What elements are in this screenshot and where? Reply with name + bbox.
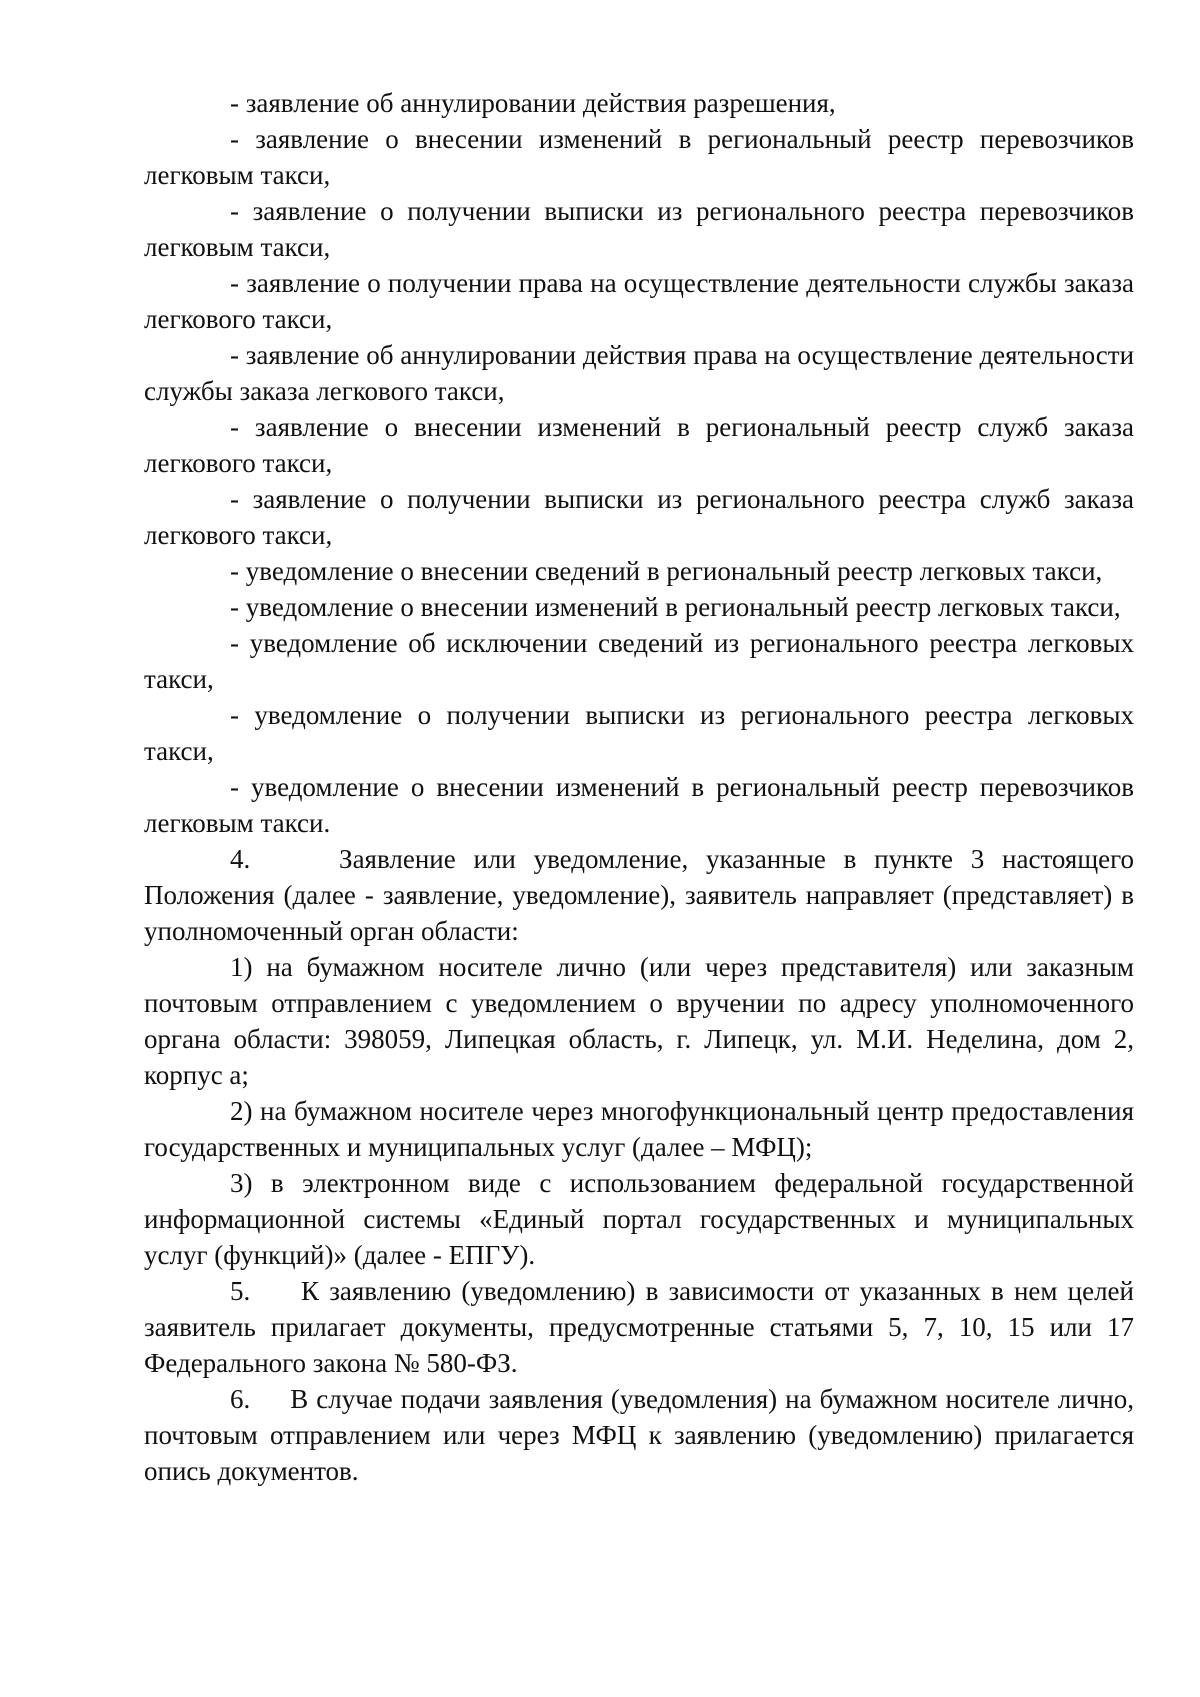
- list-item: - уведомление о получении выписки из регионального реестра легковых такси,: [144, 700, 1134, 766]
- list-item: - уведомление о внесении изменений в региональный реестр легковых такси,: [230, 592, 1121, 622]
- paragraph-5: 5. К заявлению (уведомлению) в зависимости от указанных в нем целей заявитель прилагает документы, предусмотренные статьями 5, 7, 10, 15 или 17 Федерального закона № 580-ФЗ.: [144, 1276, 1134, 1378]
- paragraph-4-subitem-3: 3) в электронном виде с использованием федеральной государственной информационной системы «Единый портал государственных и муниципальных услуг (функций)» (далее - ЕПГУ).: [144, 1168, 1134, 1270]
- list-item: - уведомление о внесении сведений в региональный реестр легковых такси,: [230, 556, 1103, 586]
- list-item: - заявление о получении выписки из регионального реестра служб заказа легкового такси,: [144, 484, 1134, 550]
- list-item: - заявление о получении выписки из регионального реестра перевозчиков легковым такси,: [144, 196, 1134, 262]
- paragraph-4-subitem-1: 1) на бумажном носителе лично (или через представителя) или заказным почтовым отправлением с уведомлением о вручении по адресу уполномоченного органа области: 398059, Липецкая область, г. Липецк, ул. М.И. Неделина, дом 2, корпус а;: [144, 952, 1134, 1090]
- list-item: - заявление об аннулировании действия права на осуществление деятельности службы заказа легкового такси,: [144, 340, 1135, 406]
- list-item: - заявление о внесении изменений в региональный реестр служб заказа легкового такси,: [144, 412, 1134, 478]
- list-item: - заявление об аннулировании действия разрешения,: [230, 88, 836, 118]
- list-item: - заявление о внесении изменений в региональный реестр перевозчиков легковым такси,: [144, 124, 1134, 190]
- list-item: - уведомление об исключении сведений из регионального реестра легковых такси,: [144, 628, 1134, 694]
- paragraph-6: 6. В случае подачи заявления (уведомления) на бумажном носителе лично, почтовым отправлением или через МФЦ к заявлению (уведомлению) прилагается опись документов.: [144, 1384, 1134, 1486]
- list-item: - уведомление о внесении изменений в региональный реестр перевозчиков легковым такси.: [144, 772, 1134, 838]
- paragraph-4-subitem-2: 2) на бумажном носителе через многофункциональный центр предоставления государственных и муниципальных услуг (далее – МФЦ);: [144, 1096, 1134, 1162]
- paragraph-4: 4. Заявление или уведомление, указанные в пункте 3 настоящего Положения (далее - заявление, уведомление), заявитель направляет (представляет) в уполномоченный орган области:: [144, 844, 1134, 946]
- list-item: - заявление о получении права на осуществление деятельности службы заказа легкового такси,: [144, 268, 1134, 334]
- document-page: [144, 85, 1134, 1489]
